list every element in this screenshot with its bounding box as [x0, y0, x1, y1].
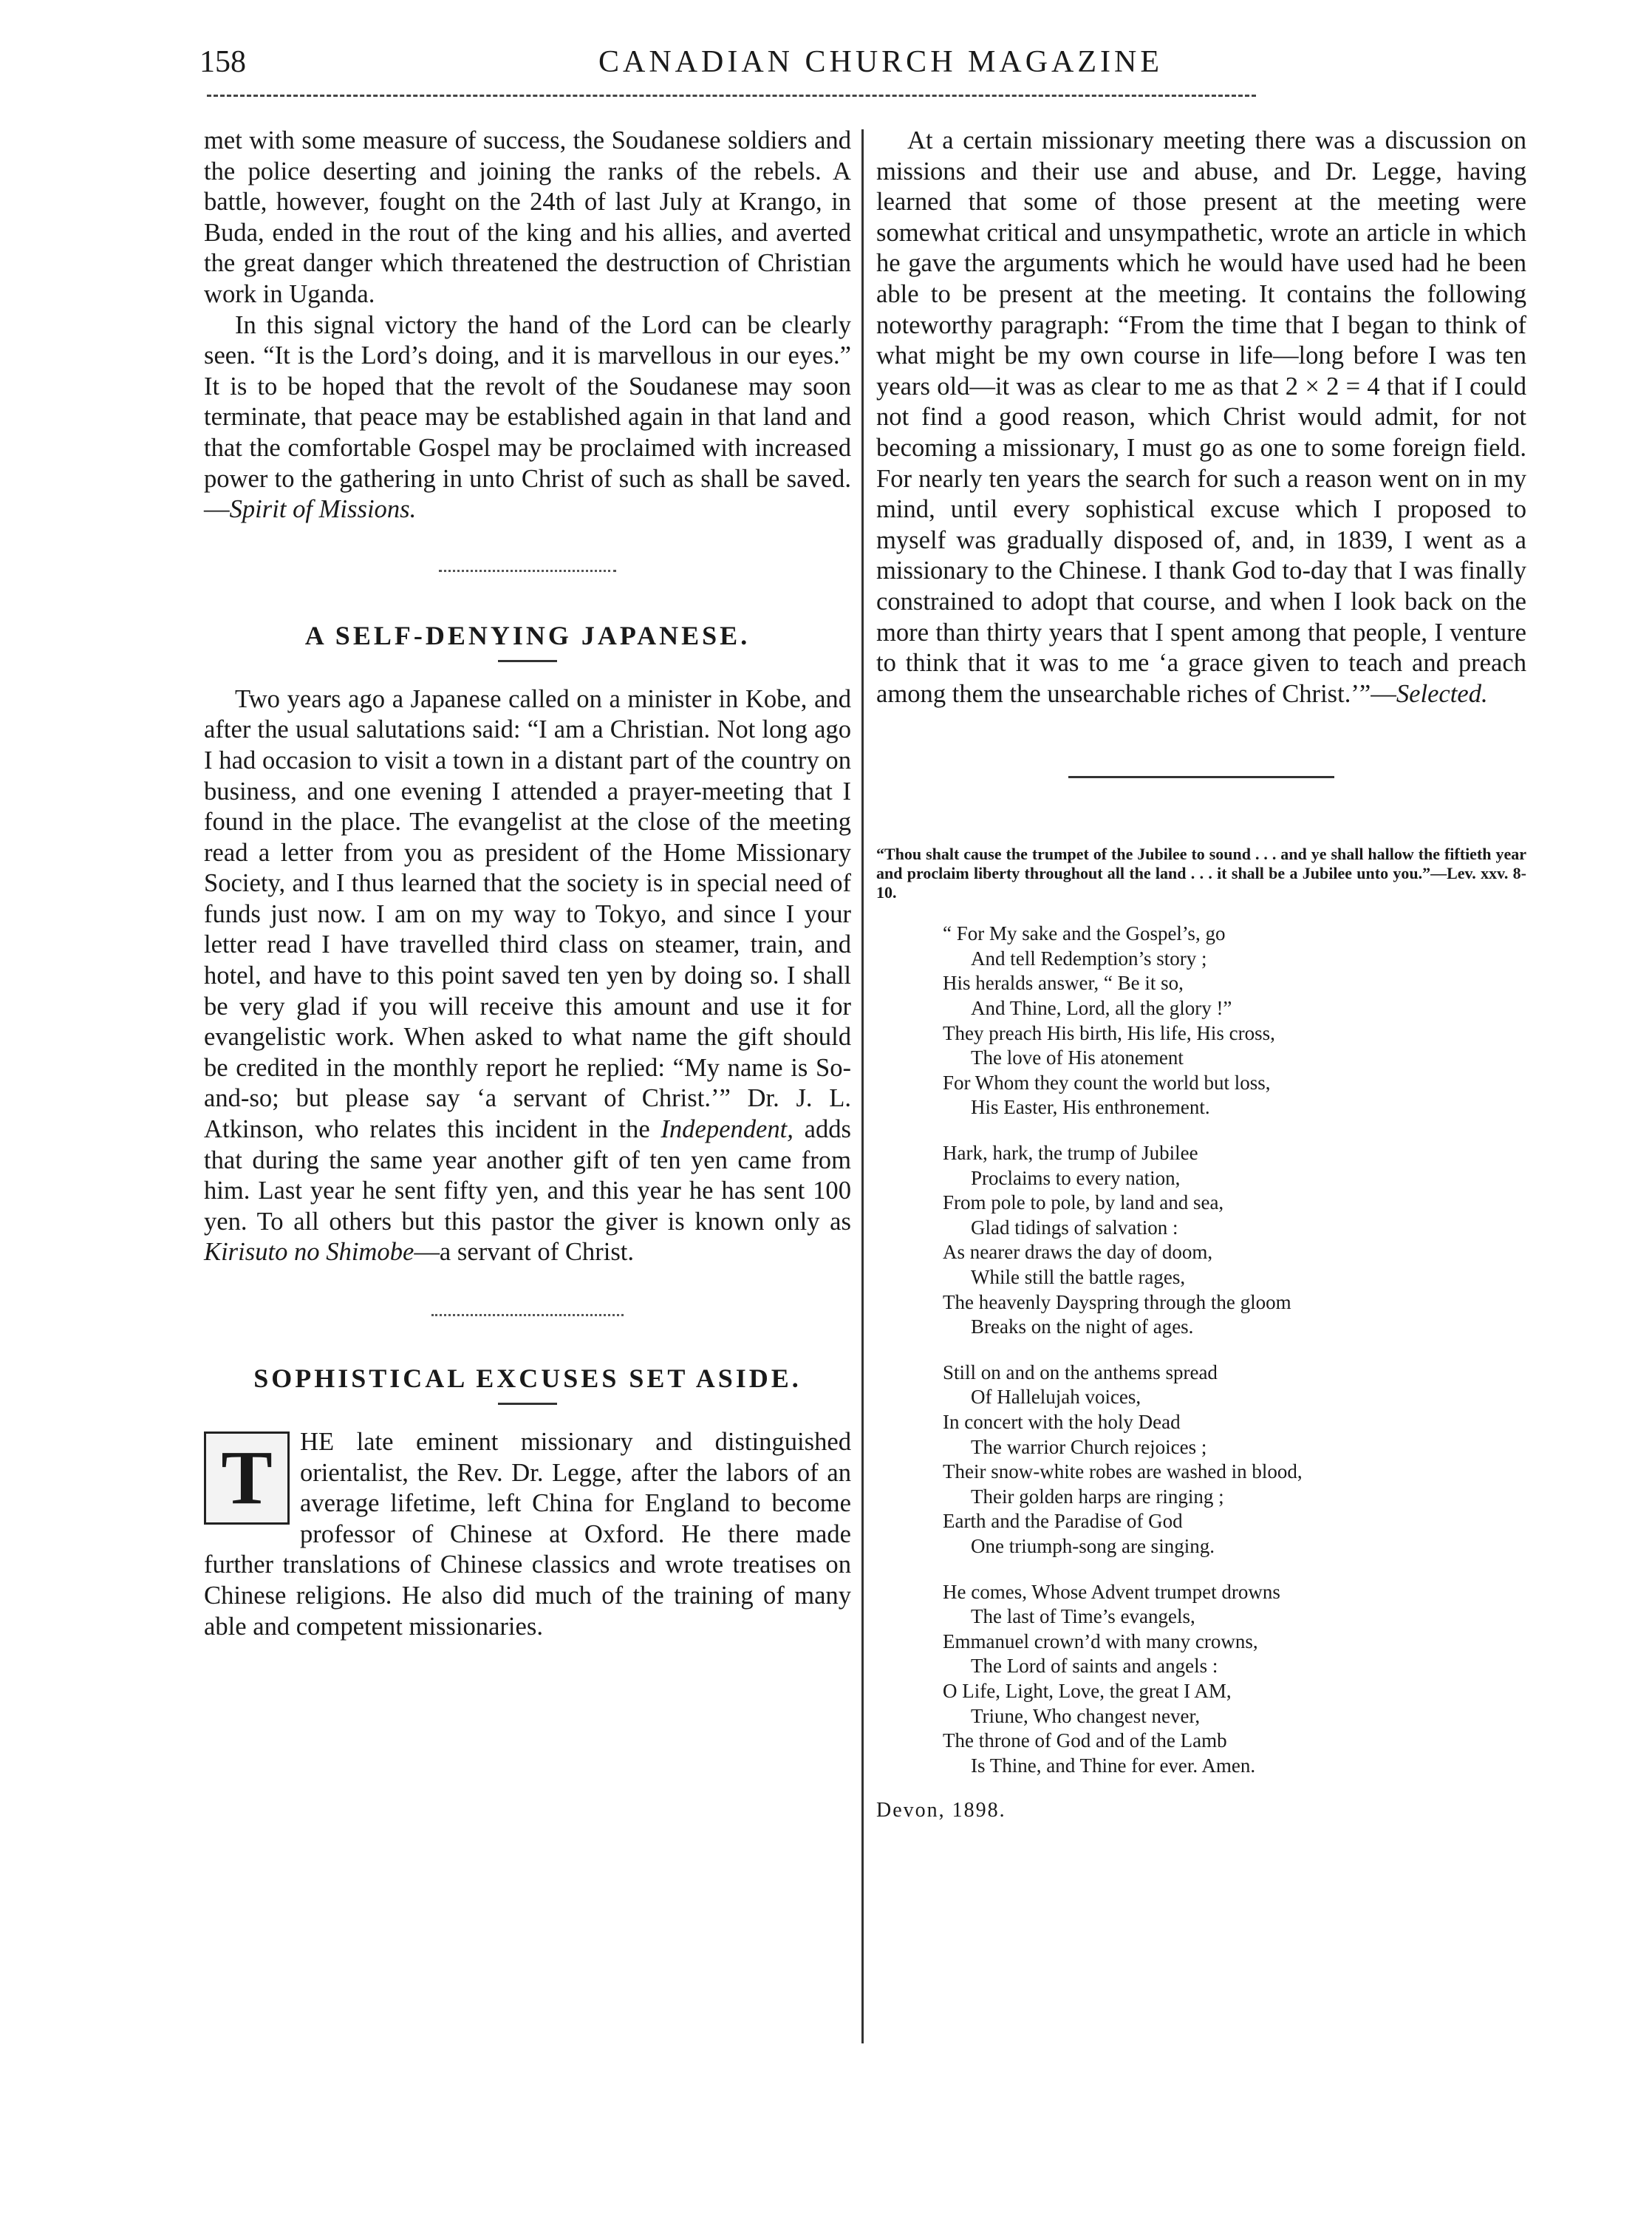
uganda-closing-text: In this signal victory the hand of the Lord can be clearly seen. “It is the Lord’s doing, and it is marvellous in our eyes.” It is to be hoped that the revolt of the Soudanese may soon terminate, that peace may be established again in that land and that the comfortable Gospel may be proclaimed with increased power to the gathering in unto Christ of such as shall be saved.— — [204, 310, 851, 524]
poem-line: The love of His atonement — [971, 1046, 1184, 1069]
japanese-text-b: adds that during the same year another gift of ten yen came from him. Last year he sent fifty yen, and this year he has sent 100 yen. To all others but this pastor the giver is known only as — [204, 1115, 851, 1236]
poem-line: From pole to pole, by land and sea, — [943, 1191, 1224, 1214]
poem-stanza — [943, 1141, 1526, 1340]
poem-line: Emmanuel crown’d with many crowns, — [943, 1630, 1258, 1652]
poem-line: His Easter, His enthronement. — [971, 1096, 1210, 1119]
uganda-closing-paragraph — [204, 310, 851, 525]
sophistical-article — [204, 1427, 851, 1642]
poem-line: The last of Time’s evangels, — [971, 1605, 1195, 1628]
poem-line: Is Thine, and Thine for ever. Amen. — [971, 1754, 1256, 1777]
left-column — [204, 126, 851, 1642]
poem-line: Glad tidings of salvation : — [971, 1216, 1178, 1239]
poem-line: Proclaims to every nation, — [971, 1166, 1181, 1189]
header-rule — [207, 95, 1256, 97]
poem-stanza — [943, 1361, 1526, 1559]
independent-title: Independent, — [661, 1115, 793, 1144]
japanese-text-a: Two years ago a Japanese called on a minister in Kobe, and after the usual salutations said: “I am a Christian. Not long ago I had occasion to visit a town in a distant part of the country on business, and one evening I attended a prayer-meeting that I found in the place. The evangelist at the close of the meeting read a letter from you as president of the Home Missionary Society, and I thus learned that the society is in special need of funds just now. I am on my way to Tokyo, and since I your letter read I have travelled third class on steamer, train, and hotel, and have to this point saved ten yen by doing so. I shall be very glad if you will receive this amount and use it for evangelistic work. When asked to what name the gift should be credited in the monthly report he replied: “My name is So-and-so; but please say ‘a servant of Christ.’” Dr. J. L. Atkinson, who relates this incident in the — [204, 684, 851, 1144]
poem-line: He comes, Whose Advent trumpet drowns — [943, 1580, 1280, 1603]
japanese-article-paragraph — [204, 684, 851, 1268]
column-divider — [861, 129, 864, 2043]
uganda-continuation-paragraph: met with some measure of success, the Soudanese soldiers and the police deserting and joining the ranks of the rebels. A battle, however, fought on the 24th of last July at Krango, in Buda, ended in the rout of the king and his allies, and averted the great danger which threatened the destruction of Christian work in Uganda. — [204, 126, 851, 308]
poem-signature: Devon, 1898. — [876, 1799, 1006, 1822]
right-column — [876, 126, 1526, 1822]
poem-line: While still the battle rages, — [971, 1266, 1186, 1288]
poem-line: Triune, Who changest never, — [971, 1704, 1201, 1727]
poem-line: For Whom they count the world but loss, — [943, 1071, 1271, 1094]
article-title-sophistical: SOPHISTICAL EXCUSES SET ASIDE. — [253, 1364, 802, 1393]
poem-line: In concert with the holy Dead — [943, 1410, 1181, 1433]
page-header — [199, 44, 1485, 89]
poem-line: “ For My sake and the Gospel’s, go — [943, 922, 1226, 945]
poem-line: As nearer draws the day of doom, — [943, 1241, 1213, 1264]
poem-line: And tell Redemption’s story ; — [971, 947, 1207, 970]
poem-line: Hark, hark, the trump of Jubilee — [943, 1142, 1198, 1165]
title-rule — [498, 1403, 557, 1405]
kirisuto-phrase: Kirisuto no Shimobe — [204, 1238, 414, 1267]
poem-line: His heralds answer, “ Be it so, — [943, 972, 1184, 995]
poem-line: The throne of God and of the Lamb — [943, 1729, 1227, 1752]
poem-stanza — [943, 922, 1526, 1120]
sophistical-paragraph: HE late eminent missionary and distinguished orientalist, the Rev. Dr. Legge, after the labors of an average lifetime, left China for England to become professor of Chinese at Oxford. He there made further translations of Chinese classics and wrote treatises on Chinese religions. He also did much of the training of many able and competent missionaries. — [204, 1428, 851, 1641]
poem-line: They preach His birth, His life, His cross, — [943, 1021, 1275, 1044]
legge-paragraph — [876, 126, 1526, 709]
poem-line: Their golden harps are ringing ; — [971, 1485, 1224, 1508]
poem-line: Of Hallelujah voices, — [971, 1386, 1141, 1409]
jubilee-poem — [876, 845, 1526, 1822]
poem-stanza — [943, 1580, 1526, 1779]
poem-line: The Lord of saints and angels : — [971, 1655, 1218, 1678]
page-number: 158 — [199, 45, 246, 79]
poem-line: The warrior Church rejoices ; — [971, 1435, 1207, 1458]
poem-line: O Life, Light, Love, the great I AM, — [943, 1679, 1232, 1702]
poem-line: Breaks on the night of ages. — [971, 1315, 1194, 1338]
poem-line: Earth and the Paradise of God — [943, 1510, 1183, 1533]
section-separator — [439, 570, 616, 573]
section-rule — [1068, 776, 1334, 778]
uganda-source: Spirit of Missions. — [229, 495, 417, 524]
title-rule — [498, 660, 557, 662]
poem-line: The heavenly Dayspring through the gloom — [943, 1290, 1291, 1313]
japanese-text-c: —a servant of Christ. — [414, 1238, 635, 1267]
legge-text: At a certain missionary meeting there was a discussion on missions and their use and abuse, and Dr. Legge, having learned that some of those present at the meeting were somewhat critical and unsympathetic, wrote an article in which he gave the arguments which he would have used had he been able to be present at the meeting. It contains the following noteworthy paragraph: “From the time that I began to think of what might be my own course in life—long before I was ten years old—it was as clear to me as that 2 × 2 = 4 that if I could not find a good reason, which Christ would admit, for not becoming a missionary, I must go as one to some foreign field. For nearly ten years the search for such a reason went on in my mind, until every sophistical excuse which I proposed to myself was gradually disposed of, and, in 1839, I went as a missionary to the Chinese. I thank God to-day that I was finally constrained to adopt that course, and when I look back on the more than thirty years that I spent among that people, I venture to think that it was to me ‘a grace given to teach and preach among them the unsearchable riches of Christ.’”— — [876, 126, 1526, 708]
dropcap-initial: T — [204, 1431, 290, 1525]
running-title: CANADIAN CHURCH MAGAZINE — [598, 45, 1163, 79]
poem-epigraph: “Thou shalt cause the trumpet of the Jubilee to sound . . . and ye shall hallow the fiftieth year and proclaim liberty throughout all the land . . . it shall be a Jubilee unto you.”—Lev. xxv. 8-10. — [876, 845, 1526, 902]
section-separator — [431, 1314, 624, 1317]
legge-source: Selected. — [1396, 679, 1488, 708]
article-title-japanese: A SELF-DENYING JAPANESE. — [304, 620, 751, 650]
poem-body — [876, 922, 1526, 1778]
poem-line: One triumph-song are singing. — [971, 1534, 1215, 1557]
poem-line: And Thine, Lord, all the glory !” — [971, 997, 1232, 1020]
poem-line: Still on and on the anthems spread — [943, 1361, 1218, 1383]
poem-line: Their snow-white robes are washed in blood, — [943, 1460, 1303, 1483]
